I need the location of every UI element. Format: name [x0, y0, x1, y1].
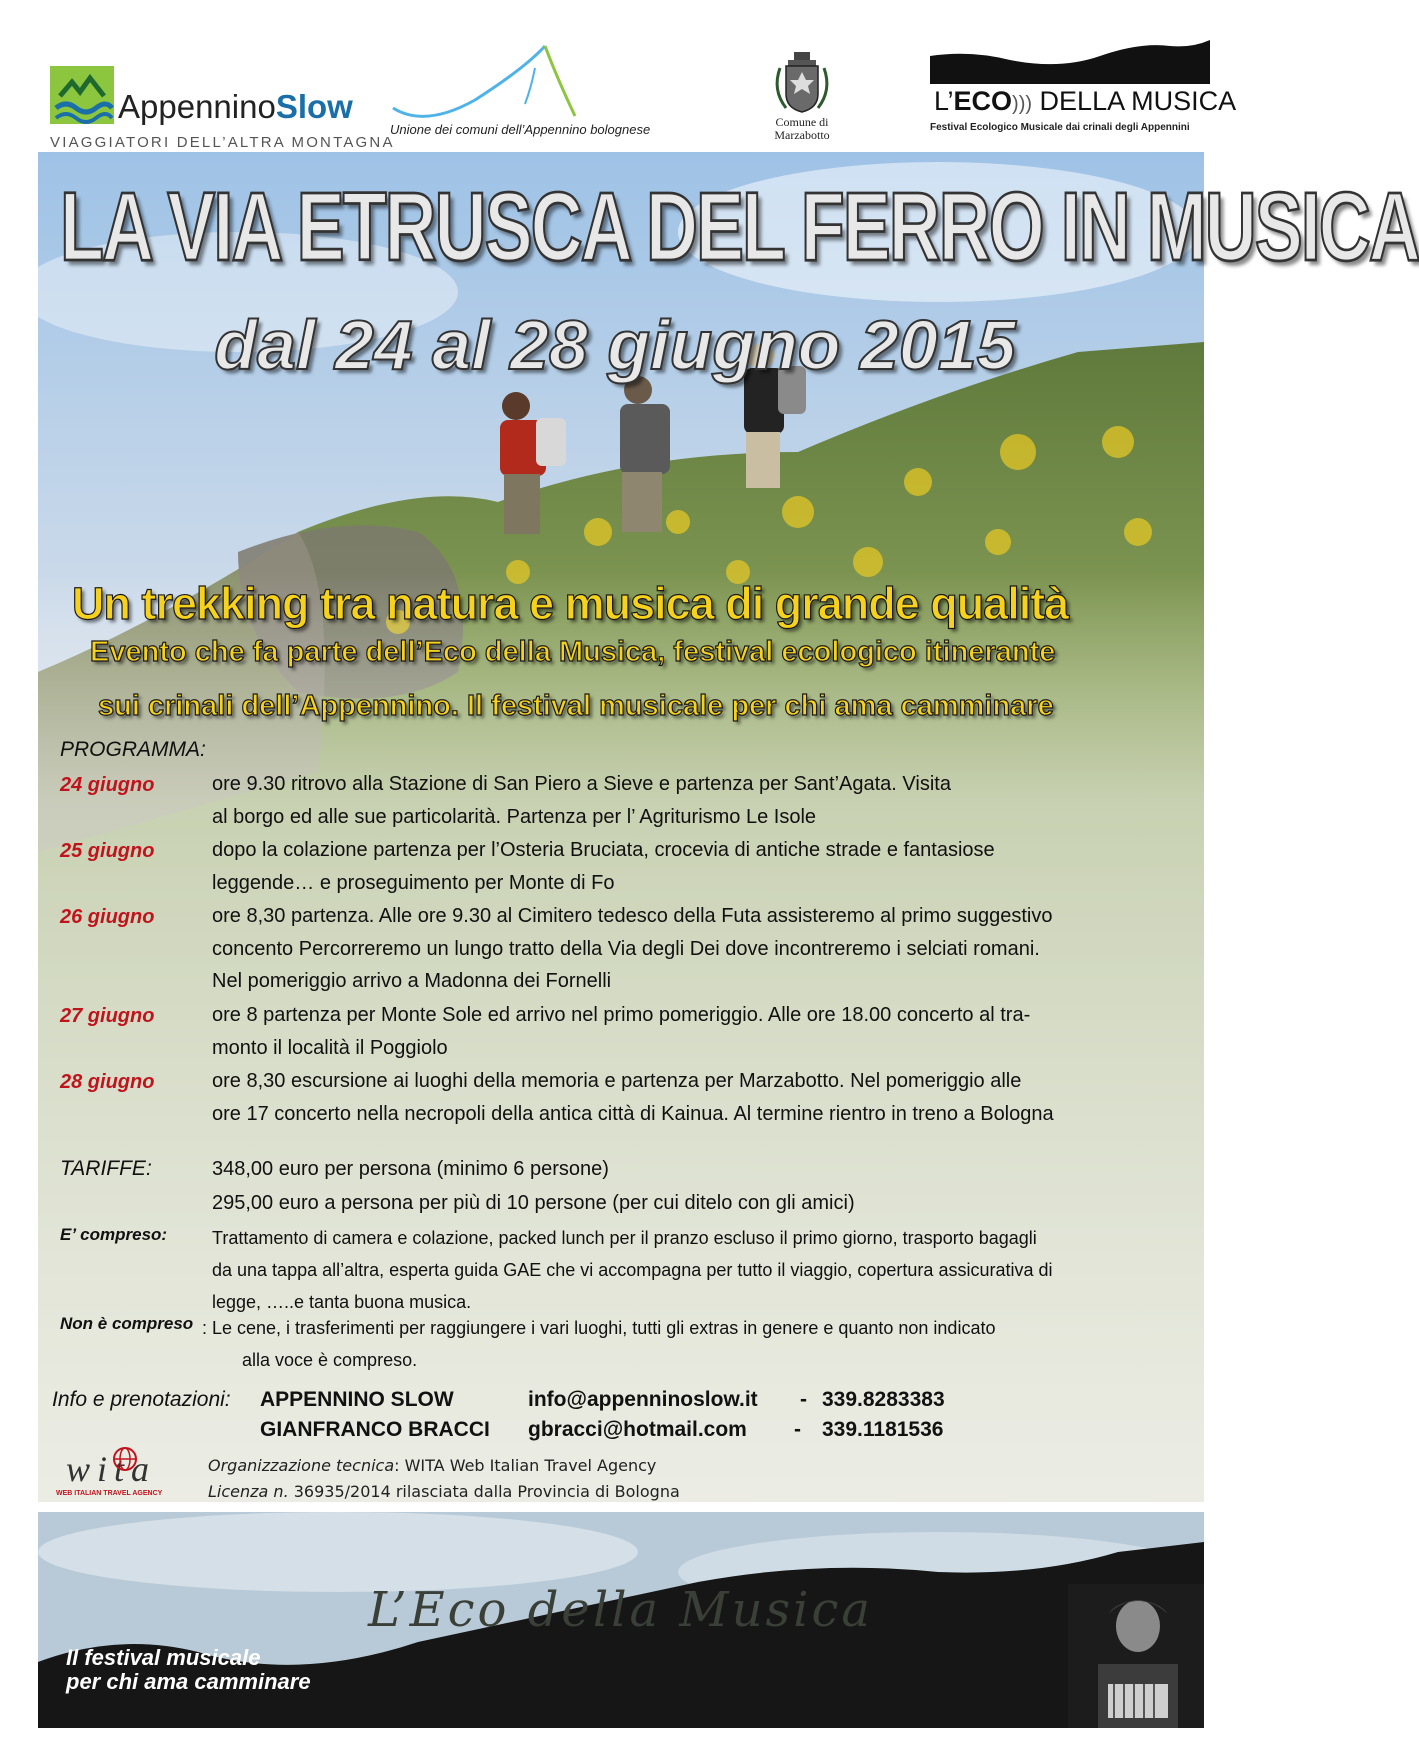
- appennino-slow-name: AppenninoSlow: [118, 88, 353, 125]
- appennino-slow-tagline: VIAGGIATORI DELL’ALTRA MONTAGNA: [50, 134, 395, 151]
- tariffa-line: 348,00 euro per persona (minimo 6 persone): [212, 1158, 609, 1180]
- day-label: 24 giugno: [60, 774, 155, 796]
- eco-title: L’ECO))) DELLA MUSICA: [934, 86, 1237, 116]
- contact-separator: -: [794, 1418, 801, 1441]
- contact-separator: -: [800, 1388, 807, 1411]
- globe-icon: [112, 1446, 138, 1472]
- event-description-line1: Evento che fa parte dell’Eco della Musica, festival ecologico itinerante: [90, 636, 1056, 668]
- accordion-player-image: [1068, 1584, 1204, 1728]
- day-description: ore 8 partenza per Monte Sole ed arrivo nel primo pomeriggio. Alle ore 18.00 concerto al tra- monto il località il Poggiolo: [212, 1004, 1031, 1059]
- day-description: dopo la colazione partenza per l’Osteria Bruciata, crocevia di antiche strade e fantasiose leggende… e proseguimento per Monte di Fo: [212, 839, 995, 894]
- main-title: LA VIA ETRUSCA DEL FERRO IN MUSICA: [60, 173, 1419, 282]
- appennino-mountain-icon: [50, 66, 114, 124]
- day-label: 28 giugno: [60, 1071, 155, 1093]
- contact-name: APPENNINO SLOW: [260, 1388, 454, 1411]
- appennino-slow-logo: [50, 62, 395, 152]
- contact-email[interactable]: gbracci@hotmail.com: [528, 1418, 747, 1441]
- day-description: ore 8,30 escursione ai luoghi della memoria e partenza per Marzabotto. Nel pomeriggio alle ore 17 concerto nella necropoli della antica città di Kainua. Al termine rientro in treno a Bologna: [212, 1070, 1054, 1125]
- contact-phone[interactable]: 339.8283383: [822, 1388, 945, 1411]
- wita-logo: [56, 1446, 196, 1506]
- event-description-line2: sui crinali dell’Appennino. Il festival musicale per chi ama camminare: [98, 690, 1054, 722]
- info-label: Info e prenotazioni:: [52, 1388, 231, 1411]
- footer-banner: [38, 1512, 1204, 1728]
- day-description: ore 8,30 partenza. Alle ore 9.30 al Cimitero tedesco della Futa assisteremo al primo suggestivo concento Percorreremo un lungo tratto della Via degli Dei dove incontreremo i selciati romani. Nel pomeriggio arrivo a Madonna dei Fornelli: [212, 905, 1053, 992]
- eco-mountain-silhouette-icon: [930, 36, 1210, 84]
- footer-tagline: Il festival musicale per chi ama camminare: [66, 1645, 311, 1694]
- organizzazione-line: Organizzazione tecnica: WITA Web Italian Travel Agency: [208, 1456, 657, 1475]
- wita-logo-word: wita: [66, 1449, 157, 1489]
- compreso-label: E’ compreso:: [60, 1225, 168, 1244]
- unione-comuni-logo: [385, 38, 685, 146]
- unione-arc-icon: [385, 38, 685, 122]
- eco-della-musica-logo: [930, 36, 1237, 136]
- tariffa-line: 295,00 euro a persona per più di 10 persone (per cui ditelo con gli amici): [212, 1192, 855, 1214]
- eco-subtitle: Festival Ecologico Musicale dai crinali degli Appennini: [930, 122, 1190, 133]
- contact-email[interactable]: info@appenninoslow.it: [528, 1388, 758, 1411]
- date-title: dal 24 al 28 giugno 2015: [214, 306, 1016, 384]
- compreso-text: Trattamento di camera e colazione, packed lunch per il pranzo escluso il primo giorno, trasporto bagagli da una tappa all’altra, esperta guida GAE che vi accompagna per tutto il viaggio, copertura assicurativa di legge, …..e tanta buona musica.: [212, 1228, 1053, 1312]
- musician-photo: [1068, 1584, 1204, 1728]
- day-label: 25 giugno: [60, 840, 155, 862]
- programma-label: PROGRAMMA:: [60, 738, 206, 761]
- contact-phone[interactable]: 339.1181536: [822, 1418, 944, 1441]
- day-label: 26 giugno: [60, 906, 155, 928]
- day-label: 27 giugno: [60, 1005, 155, 1027]
- footer-script-title: L’Eco della Musica: [368, 1582, 873, 1638]
- coat-of-arms-icon: [762, 50, 842, 114]
- comune-marzabotto-logo: [762, 50, 842, 150]
- trekking-headline: Un trekking tra natura e musica di grande qualità: [72, 578, 1069, 629]
- tariffe-label: TARIFFE:: [60, 1157, 152, 1180]
- non-compreso-label: Non è compreso: [60, 1314, 194, 1333]
- unione-text: Unione dei comuni dell’Appennino bolognese: [390, 122, 651, 137]
- licenza-line: Licenza n. 36935/2014 rilasciata dalla Provincia di Bologna: [208, 1482, 680, 1501]
- contact-name: GIANFRANCO BRACCI: [260, 1418, 490, 1441]
- wita-logo-tagline: WEB ITALIAN TRAVEL AGENCY: [56, 1490, 163, 1497]
- comune-text: Comune di Marzabotto: [774, 115, 830, 142]
- day-description: ore 9.30 ritrovo alla Stazione di San Piero a Sieve e partenza per Sant’Agata. Visita al borgo ed alle sue particolarità. Partenza per l’ Agriturismo Le Isole: [212, 773, 951, 828]
- non-compreso-text: : Le cene, i trasferimenti per raggiungere i vari luoghi, tutti gli extras in genere e quanto non indicato alla voce è compreso.: [202, 1318, 996, 1370]
